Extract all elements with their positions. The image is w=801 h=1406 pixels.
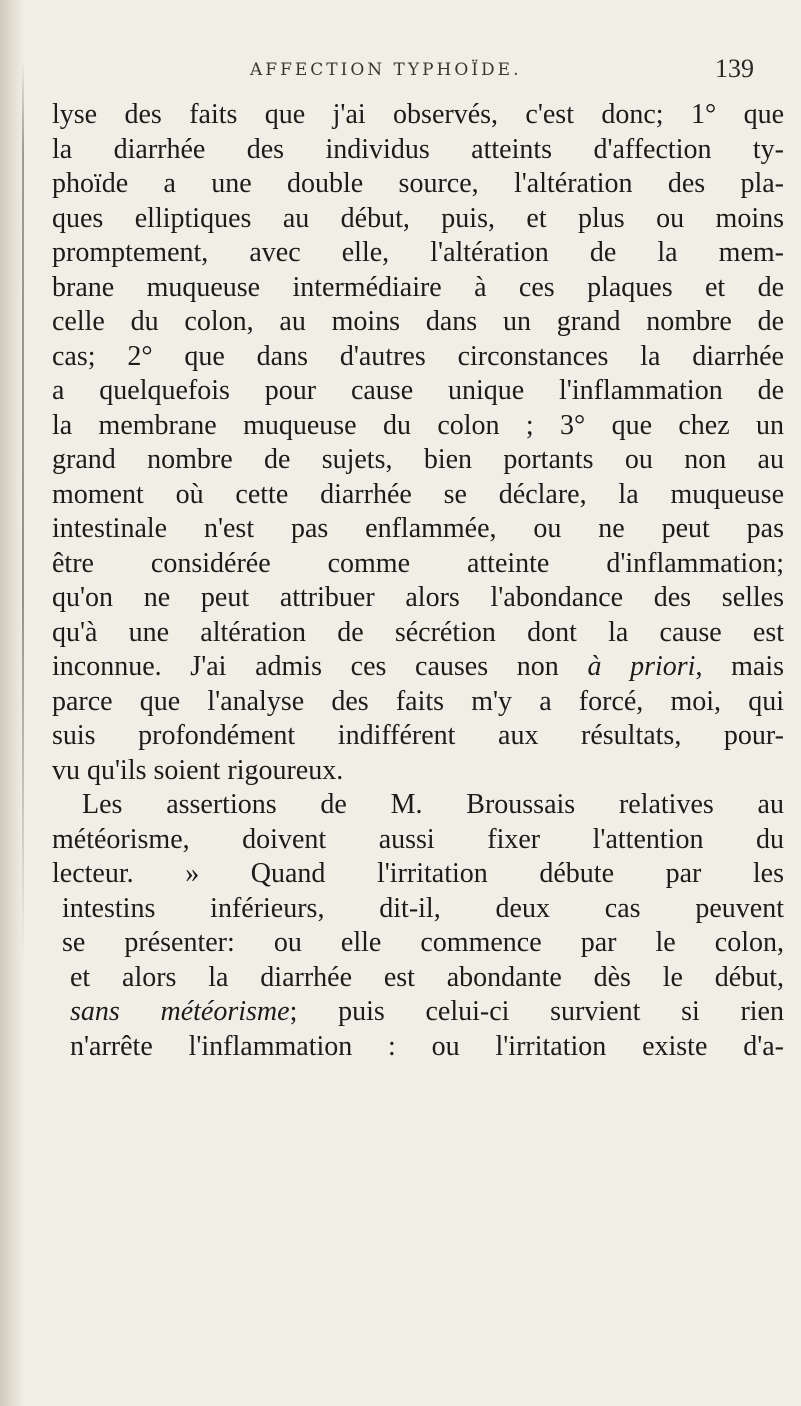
- italic-phrase: à priori: [587, 651, 696, 682]
- text-line-17: [52, 650, 784, 685]
- running-head: [0, 54, 801, 94]
- page-gutter-shadow: [0, 0, 24, 1406]
- text-line-9: a quelquefois pour cause unique l'inflammation de: [52, 375, 784, 406]
- text-line-11: grand nombre de sujets, bien portants ou non au: [52, 444, 784, 475]
- text-segment: inconnue. J'ai admis ces causes non: [52, 651, 559, 682]
- text-line-13: intestinale n'est pas enflammée, ou ne peut pas: [52, 513, 784, 544]
- text-line-18: parce que l'analyse des faits m'y a forcé, moi, qui: [52, 685, 784, 717]
- text-segment: ; puis celui-ci survient si rien: [289, 996, 784, 1027]
- text-line-28: n'arrête l'inflammation : ou l'irritation existe d'a-: [70, 1030, 784, 1062]
- text-line-12: moment où cette diarrhée se déclare, la muqueuse: [52, 478, 784, 510]
- text-line-16: qu'à une altération de sécrétion dont la cause est: [52, 616, 784, 648]
- text-line-5: promptement, avec elle, l'altération de la mem-: [52, 237, 784, 268]
- text-line-2: la diarrhée des individus atteints d'affection ty-: [52, 133, 784, 165]
- italic-phrase: sans météorisme: [70, 996, 290, 1027]
- text-line-14: être considérée comme atteinte d'inflammation;: [52, 547, 784, 579]
- text-segment: , mais: [695, 651, 784, 682]
- text-line-20: vu qu'ils soient rigoureux.: [52, 754, 344, 786]
- text-line-27: [52, 995, 784, 1030]
- text-line-10: la membrane muqueuse du colon ; 3° que chez un: [52, 409, 784, 441]
- text-line-19: suis profondément indifférent aux résultats, pour-: [52, 720, 784, 751]
- paragraph-start-line: Les assertions de M. Broussais relatives au: [82, 789, 784, 820]
- running-title: AFFECTION TYPHOÏDE.: [250, 60, 522, 80]
- text-line-1: lyse des faits que j'ai observés, c'est donc; 1° que: [52, 99, 784, 130]
- text-line-8: cas; 2° que dans d'autres circonstances la diarrhée: [52, 340, 784, 372]
- text-line-26: et alors la diarrhée est abondante dès le début,: [70, 961, 784, 993]
- text-line-24: intestins inférieurs, dit-il, deux cas peuvent: [62, 892, 784, 924]
- text-line-7: celle du colon, au moins dans un grand nombre de: [52, 306, 784, 337]
- text-line-23: lecteur. » Quand l'irritation débute par les: [52, 858, 784, 889]
- text-line-6: brane muqueuse intermédiaire à ces plaques et de: [52, 271, 784, 303]
- page-number: 139: [715, 54, 754, 83]
- text-line-25: se présenter: ou elle commence par le colon,: [62, 927, 784, 958]
- text-line-4: ques elliptiques au début, puis, et plus ou moins: [52, 202, 784, 234]
- text-line-3: phoïde a une double source, l'altération des pla-: [52, 168, 784, 199]
- body-text: [52, 98, 784, 1064]
- text-line-22: météorisme, doivent aussi fixer l'attention du: [52, 823, 784, 855]
- binding-edge: [22, 60, 24, 960]
- text-line-15: qu'on ne peut attribuer alors l'abondance des selles: [52, 582, 784, 613]
